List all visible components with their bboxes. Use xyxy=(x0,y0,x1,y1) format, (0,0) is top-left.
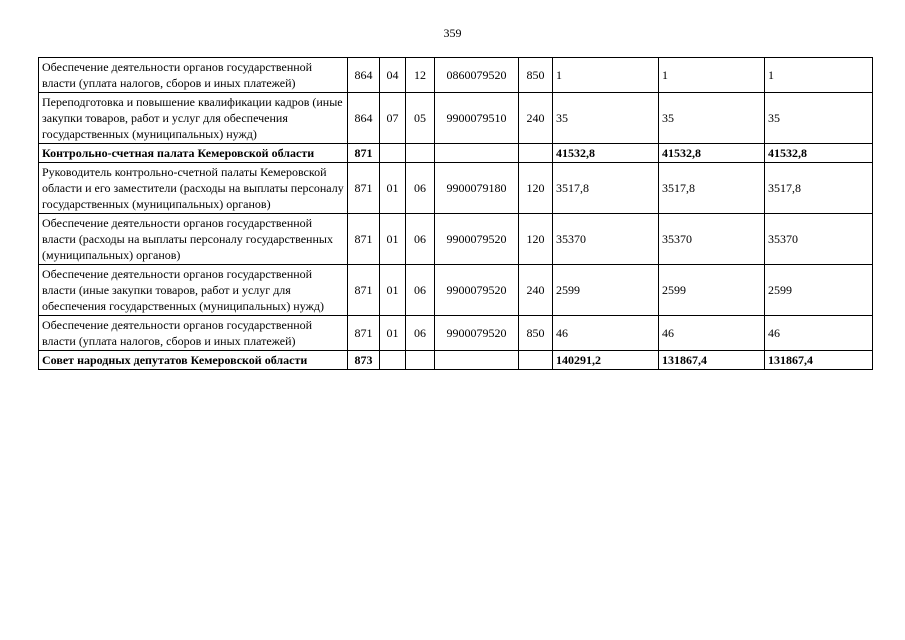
amount-year1-cell: 35 xyxy=(553,93,659,144)
target-item-code-cell: 9900079510 xyxy=(435,93,519,144)
expense-name-cell: Обеспечение деятельности органов государственной власти (уплата налогов, сборов и иных платежей) xyxy=(39,316,348,351)
subsection-code-cell: 06 xyxy=(406,316,435,351)
budget-table-body xyxy=(39,58,873,370)
expense-name-cell: Совет народных депутатов Кемеровской области xyxy=(39,351,348,370)
subsection-code-cell: 05 xyxy=(406,93,435,144)
target-item-code-cell xyxy=(435,144,519,163)
amount-year2-cell: 2599 xyxy=(659,265,765,316)
department-code-cell: 864 xyxy=(348,58,380,93)
target-item-code-cell: 0860079520 xyxy=(435,58,519,93)
target-item-code-cell: 9900079520 xyxy=(435,265,519,316)
table-row xyxy=(39,93,873,144)
department-code-cell: 871 xyxy=(348,265,380,316)
amount-year3-cell: 41532,8 xyxy=(765,144,873,163)
amount-year1-cell: 2599 xyxy=(553,265,659,316)
subsection-code-cell xyxy=(406,144,435,163)
subsection-code-cell: 12 xyxy=(406,58,435,93)
expense-type-code-cell: 120 xyxy=(519,214,553,265)
amount-year2-cell: 3517,8 xyxy=(659,163,765,214)
subsection-code-cell: 06 xyxy=(406,214,435,265)
target-item-code-cell: 9900079180 xyxy=(435,163,519,214)
expense-type-code-cell: 850 xyxy=(519,58,553,93)
amount-year3-cell: 46 xyxy=(765,316,873,351)
subsection-code-cell: 06 xyxy=(406,163,435,214)
target-item-code-cell xyxy=(435,351,519,370)
expense-type-code-cell xyxy=(519,144,553,163)
table-row xyxy=(39,351,873,370)
subsection-code-cell: 06 xyxy=(406,265,435,316)
department-code-cell: 864 xyxy=(348,93,380,144)
budget-table xyxy=(38,57,873,370)
page-number: 359 xyxy=(443,26,462,40)
expense-type-code-cell: 240 xyxy=(519,265,553,316)
section-code-cell: 01 xyxy=(380,265,406,316)
table-row xyxy=(39,144,873,163)
amount-year2-cell: 41532,8 xyxy=(659,144,765,163)
amount-year3-cell: 131867,4 xyxy=(765,351,873,370)
expense-type-code-cell xyxy=(519,351,553,370)
section-code-cell xyxy=(380,144,406,163)
table-row xyxy=(39,214,873,265)
expense-type-code-cell: 120 xyxy=(519,163,553,214)
table-row xyxy=(39,163,873,214)
department-code-cell: 871 xyxy=(348,316,380,351)
expense-name-cell: Обеспечение деятельности органов государственной власти (иные закупки товаров, работ и услуг для обеспечения государственных (муниципальных) нужд) xyxy=(39,265,348,316)
amount-year1-cell: 3517,8 xyxy=(553,163,659,214)
section-code-cell: 01 xyxy=(380,214,406,265)
table-row xyxy=(39,265,873,316)
expense-type-code-cell: 240 xyxy=(519,93,553,144)
section-code-cell xyxy=(380,351,406,370)
expense-type-code-cell: 850 xyxy=(519,316,553,351)
expense-name-cell: Переподготовка и повышение квалификации кадров (иные закупки товаров, работ и услуг для обеспечения государственных (муниципальных) нужд) xyxy=(39,93,348,144)
amount-year3-cell: 3517,8 xyxy=(765,163,873,214)
expense-name-cell: Обеспечение деятельности органов государственной власти (расходы на выплаты персоналу государственных (муниципальных) органов) xyxy=(39,214,348,265)
expense-name-cell: Обеспечение деятельности органов государственной власти (уплата налогов, сборов и иных платежей) xyxy=(39,58,348,93)
amount-year3-cell: 35 xyxy=(765,93,873,144)
amount-year2-cell: 35 xyxy=(659,93,765,144)
table-row xyxy=(39,316,873,351)
target-item-code-cell: 9900079520 xyxy=(435,316,519,351)
amount-year2-cell: 1 xyxy=(659,58,765,93)
target-item-code-cell: 9900079520 xyxy=(435,214,519,265)
expense-name-cell: Руководитель контрольно-счетной палаты Кемеровской области и его заместители (расходы на выплаты персоналу государственных (муниципальных) органов) xyxy=(39,163,348,214)
subsection-code-cell xyxy=(406,351,435,370)
amount-year1-cell: 1 xyxy=(553,58,659,93)
amount-year1-cell: 46 xyxy=(553,316,659,351)
amount-year3-cell: 2599 xyxy=(765,265,873,316)
amount-year1-cell: 140291,2 xyxy=(553,351,659,370)
section-code-cell: 04 xyxy=(380,58,406,93)
section-code-cell: 01 xyxy=(380,163,406,214)
amount-year2-cell: 131867,4 xyxy=(659,351,765,370)
amount-year1-cell: 41532,8 xyxy=(553,144,659,163)
amount-year3-cell: 35370 xyxy=(765,214,873,265)
department-code-cell: 871 xyxy=(348,144,380,163)
amount-year3-cell: 1 xyxy=(765,58,873,93)
department-code-cell: 873 xyxy=(348,351,380,370)
section-code-cell: 01 xyxy=(380,316,406,351)
section-code-cell: 07 xyxy=(380,93,406,144)
department-code-cell: 871 xyxy=(348,214,380,265)
amount-year2-cell: 35370 xyxy=(659,214,765,265)
amount-year2-cell: 46 xyxy=(659,316,765,351)
amount-year1-cell: 35370 xyxy=(553,214,659,265)
expense-name-cell: Контрольно-счетная палата Кемеровской области xyxy=(39,144,348,163)
department-code-cell: 871 xyxy=(348,163,380,214)
table-row xyxy=(39,58,873,93)
